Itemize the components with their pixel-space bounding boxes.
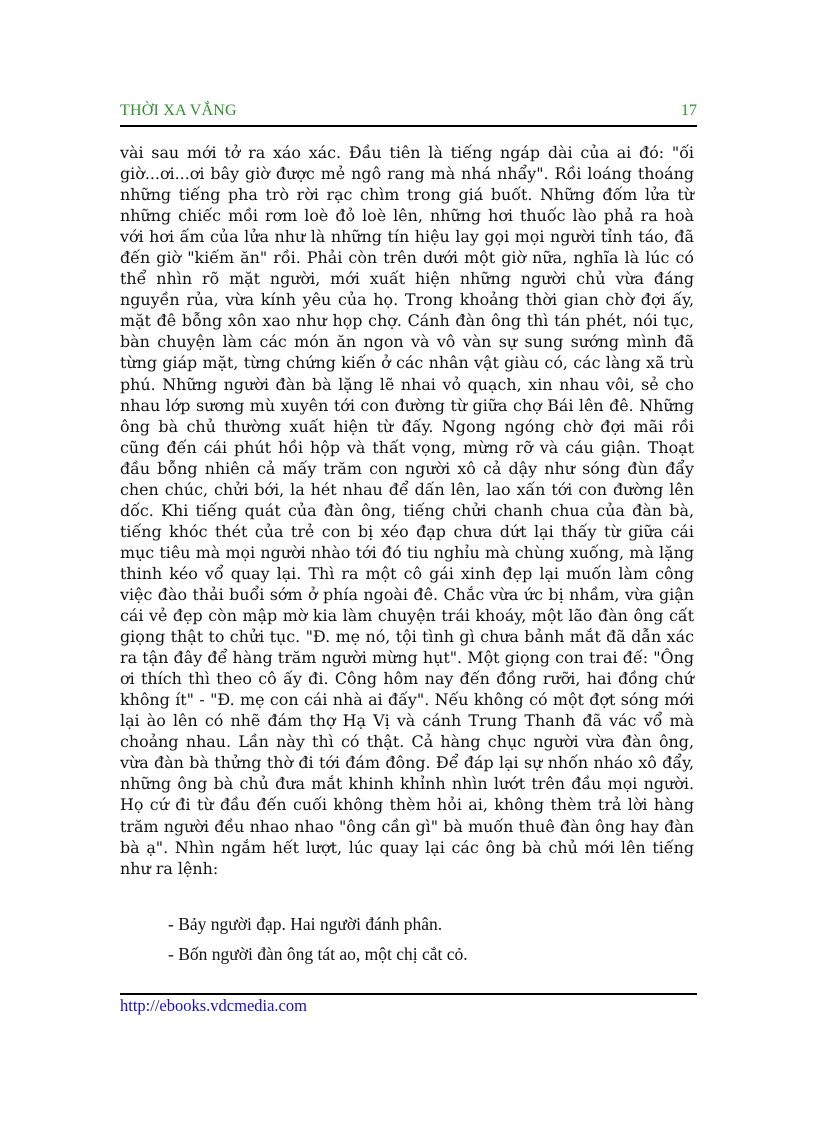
header-divider [120,125,697,127]
list-item: - Bảy người đạp. Hai người đánh phân. [168,914,443,934]
footer-divider [120,993,697,995]
list-item: - Bốn người đàn ông tát ao, một chị cắt cỏ. [168,944,468,964]
footer-link[interactable]: http://ebooks.vdcmedia.com [120,996,307,1015]
page-header [120,100,697,124]
page-number: 17 [681,102,697,119]
body-paragraph: vài sau mới tở ra xáo xác. Đầu tiên là tiếng ngáp dài của ai đó: "ối giờ...ơi...ơi bây giờ được mẻ ngô rang mà nhá nhẩy". Rồi loáng thoáng những tiếng pha trò rời rạc chìm trong giá buốt. Những đốm lửa từ những chiếc mồi rơm loè đỏ loè lên, những hơi thuốc lào phả ra hoà với hơi ấm của lửa như là những tín hiệu lay gọi mọi người tỉnh táo, đã đến giờ "kiếm ăn" rồi. Phải còn trên dưới một giờ nữa, nghĩa là lúc có thể nhìn rõ mặt người, mới xuất hiện những người chủ vừa đáng nguyền rủa, vừa kính yêu của họ. Trong khoảng thời gian chờ đợi ấy, mặt đê bỗng xôn xao như họp chợ. Cánh đàn ông thì tán phét, nói tục, bàn chuyện làm các món ăn ngon và vô vàn sự sung sướng mình đã từng giáp mặt, từng chứng kiến ở các nhân vật giàu có, các làng xã trù phú. Những người đàn bà lặng lẽ nhai vỏ quạch, xin nhau vôi, sẻ cho nhau lớp sương mù xuyên tới con đường từ giữa chợ Bái lên đê. Những ông bà chủ thường xuất hiện từ đấy. Ngong ngóng chờ đợi mãi rồi cũng đến cái phút hồi hộp và thất vọng, mừng rỡ và cáu giận. Thoạt đầu bỗng nhiên cả mấy trăm con người xô cả dậy như sóng đùn đẩy chen chúc, chửi bới, la hét nhau để dấn lên, lao xấn tới con đường lên dốc. Khi tiếng quát của đàn ông, tiếng chửi chanh chua của đàn bà, tiếng khóc thét của trẻ con bị xéo đạp chưa dứt lại thấy từ giữa cái mục tiêu mà mọi người nhào tới đó tiu nghỉu mà chùng xuống, mà lặng thinh kéo vổ quay lại. Thì ra một cô gái xinh đẹp lại muốn làm công việc đào thải buổi sớm ở phía ngoài đê. Chắc vừa ức bị nhầm, vừa giận cái vẻ đẹp còn mập mờ kia làm chuyện trái khoáy, một lão đàn ông cất giọng thật to chửi tục. "Đ. mẹ nó, tội tình gì chưa bảnh mắt đã dẫn xác ra tận đây để hàng trăm người mừng hụt". Một giọng con trai đế: "Ông ơi thích thì theo cô ấy đi. Công hôm nay đến đồng rưỡi, hai đồng chứ không ít" - "Đ. mẹ con cái nhà ai đấy". Nếu không có một đợt sóng mới lại ào lên có nhẽ đám thợ Hạ Vị và cánh Trung Thanh đã vác vổ mà choảng nhau. Lần này thì có thật. Cả hàng chục người vừa đàn ông, vừa đàn bà thửng thờ đi tới đám đông. Để đáp lại sự nhốn nháo xô đẩy, những ông bà chủ đưa mắt khinh khỉnh nhìn lướt trên đầu mọi người. Họ cứ đi từ đầu đến cuối không thèm hỏi ai, không thèm trả lời hàng trăm người đều nhao nhao "ông cần gì" bà muốn thuê đàn ông hay đàn bà ạ". Nhìn ngắm hết lượt, lúc quay lại các ông bà chủ mới lên tiếng như ra lệnh: [120,143,694,878]
running-title: THỜI XA VẮNG [120,102,237,119]
